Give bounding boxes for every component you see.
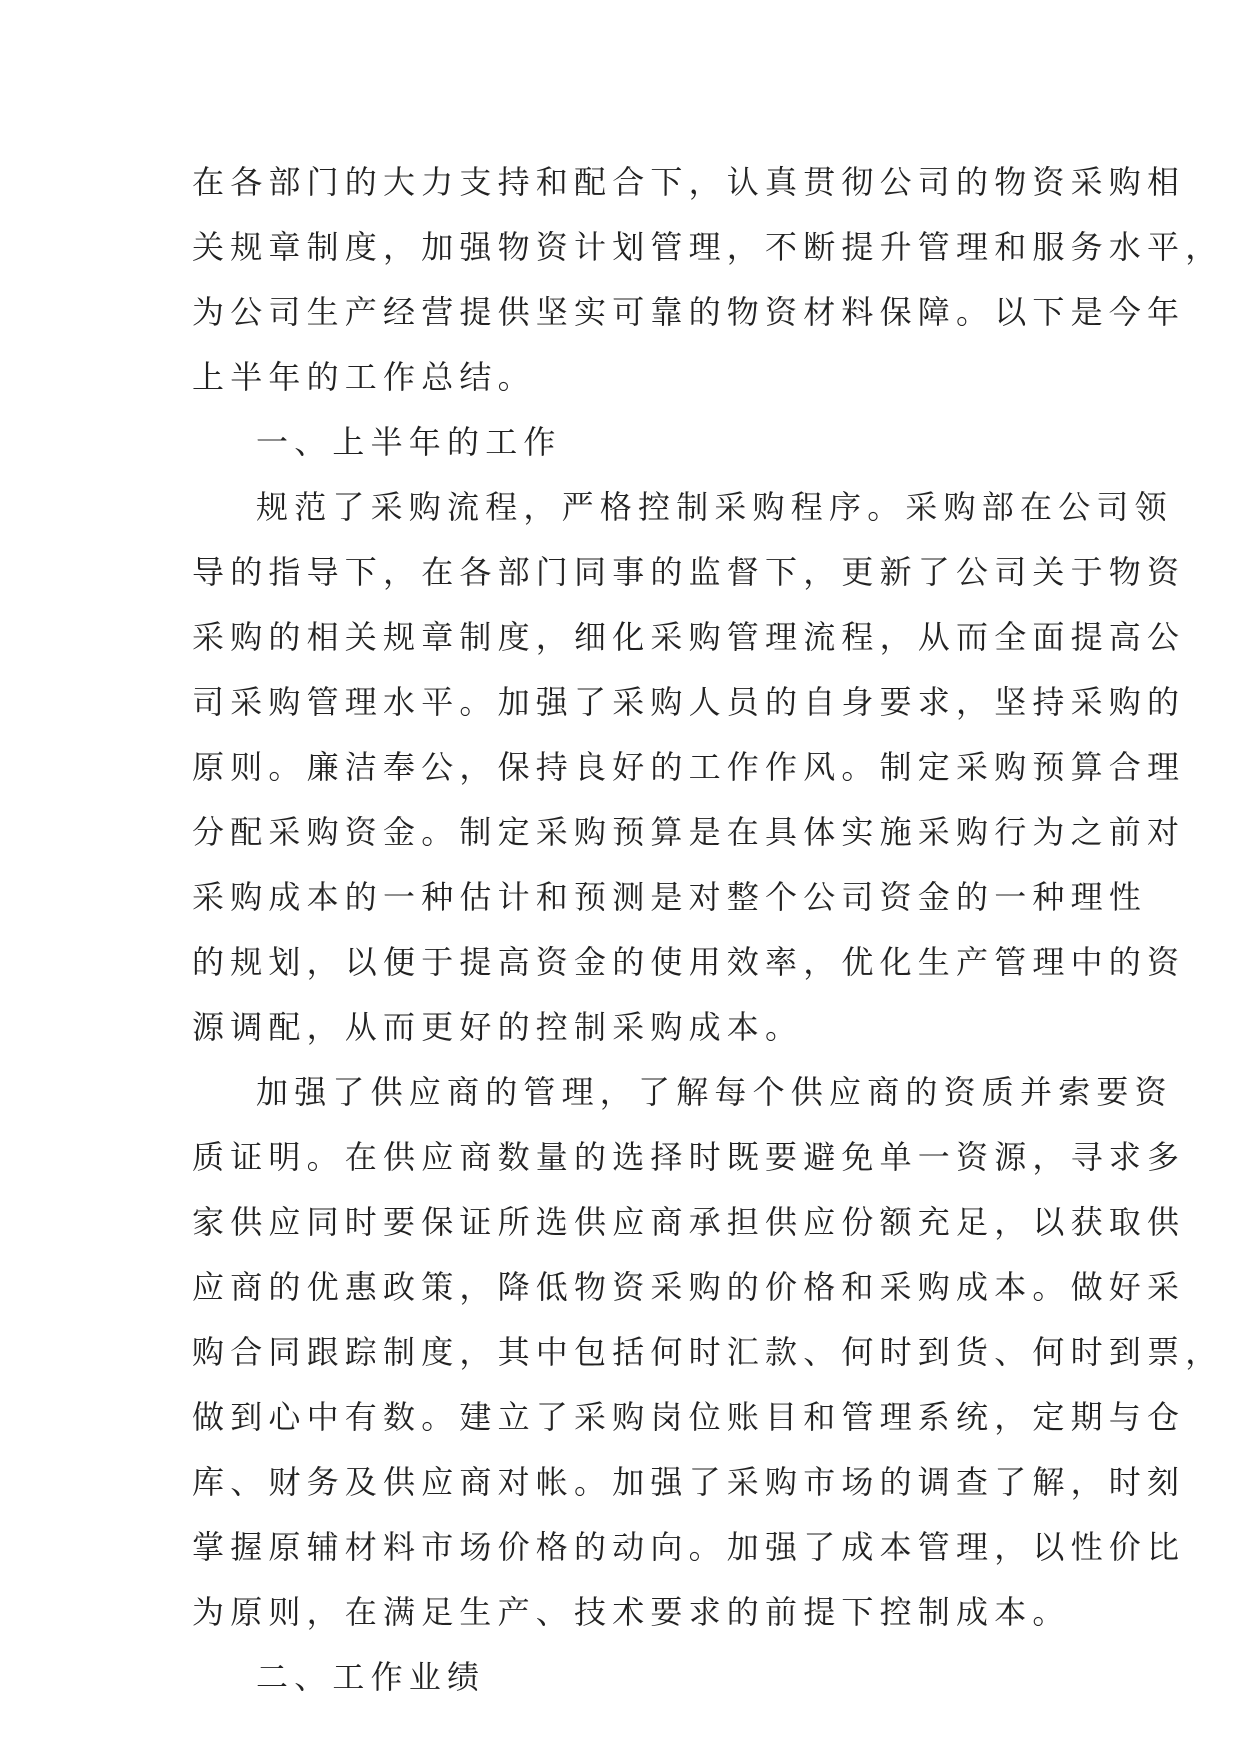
text-line: 为公司生产经营提供坚实可靠的物资材料保障。以下是今年 [192,293,1186,331]
text-line: 掌握原辅材料市场价格的动向。加强了成本管理，以性价比 [192,1528,1186,1566]
text-line: 采购成本的一种估计和预测是对整个公司资金的一种理性 [192,878,1148,916]
text-line: 关规章制度，加强物资计划管理，不断提升管理和服务水平， [192,228,1224,266]
section-heading-1 [192,410,1052,475]
text-line: 做到心中有数。建立了采购岗位账目和管理系统，定期与仓 [192,1398,1186,1436]
paragraph-supplier-management [192,1060,1224,1645]
text-line: 规范了采购流程，严格控制采购程序。采购部在公司领 [256,488,1173,526]
text-line: 家供应同时要保证所选供应商承担供应份额充足，以获取供 [192,1203,1186,1241]
text-line: 原则。廉洁奉公，保持良好的工作作风。制定采购预算合理 [192,748,1186,786]
text-line: 为原则，在满足生产、技术要求的前提下控制成本。 [192,1593,1071,1631]
text-line: 源调配，从而更好的控制采购成本。 [192,1008,804,1046]
text-line: 应商的优惠政策，降低物资采购的价格和采购成本。做好采 [192,1268,1186,1306]
text-line: 购合同跟踪制度，其中包括何时汇款、何时到货、何时到票， [192,1333,1224,1371]
text-line: 分配采购资金。制定采购预算是在具体实施采购行为之前对 [192,813,1186,851]
text-line: 在各部门的大力支持和配合下，认真贯彻公司的物资采购相 [192,163,1186,201]
text-line: 的规划，以便于提高资金的使用效率，优化生产管理中的资 [192,943,1186,981]
paragraph-intro [192,150,1224,410]
section-heading-text: 二、工作业绩 [256,1658,486,1696]
document-body [192,150,1224,1710]
text-line: 加强了供应商的管理，了解每个供应商的资质并索要资 [256,1073,1173,1111]
section-heading-text: 一、上半年的工作 [256,423,562,461]
text-line: 质证明。在供应商数量的选择时既要避免单一资源，寻求多 [192,1138,1186,1176]
section-heading-2 [192,1645,1052,1710]
text-line: 导的指导下，在各部门同事的监督下，更新了公司关于物资 [192,553,1186,591]
text-line: 司采购管理水平。加强了采购人员的自身要求，坚持采购的 [192,683,1186,721]
text-line: 上半年的工作总结。 [192,358,536,396]
paragraph-procurement-process [192,475,1186,1060]
text-line: 库、财务及供应商对帐。加强了采购市场的调查了解，时刻 [192,1463,1186,1501]
text-line: 采购的相关规章制度，细化采购管理流程，从而全面提高公 [192,618,1186,656]
